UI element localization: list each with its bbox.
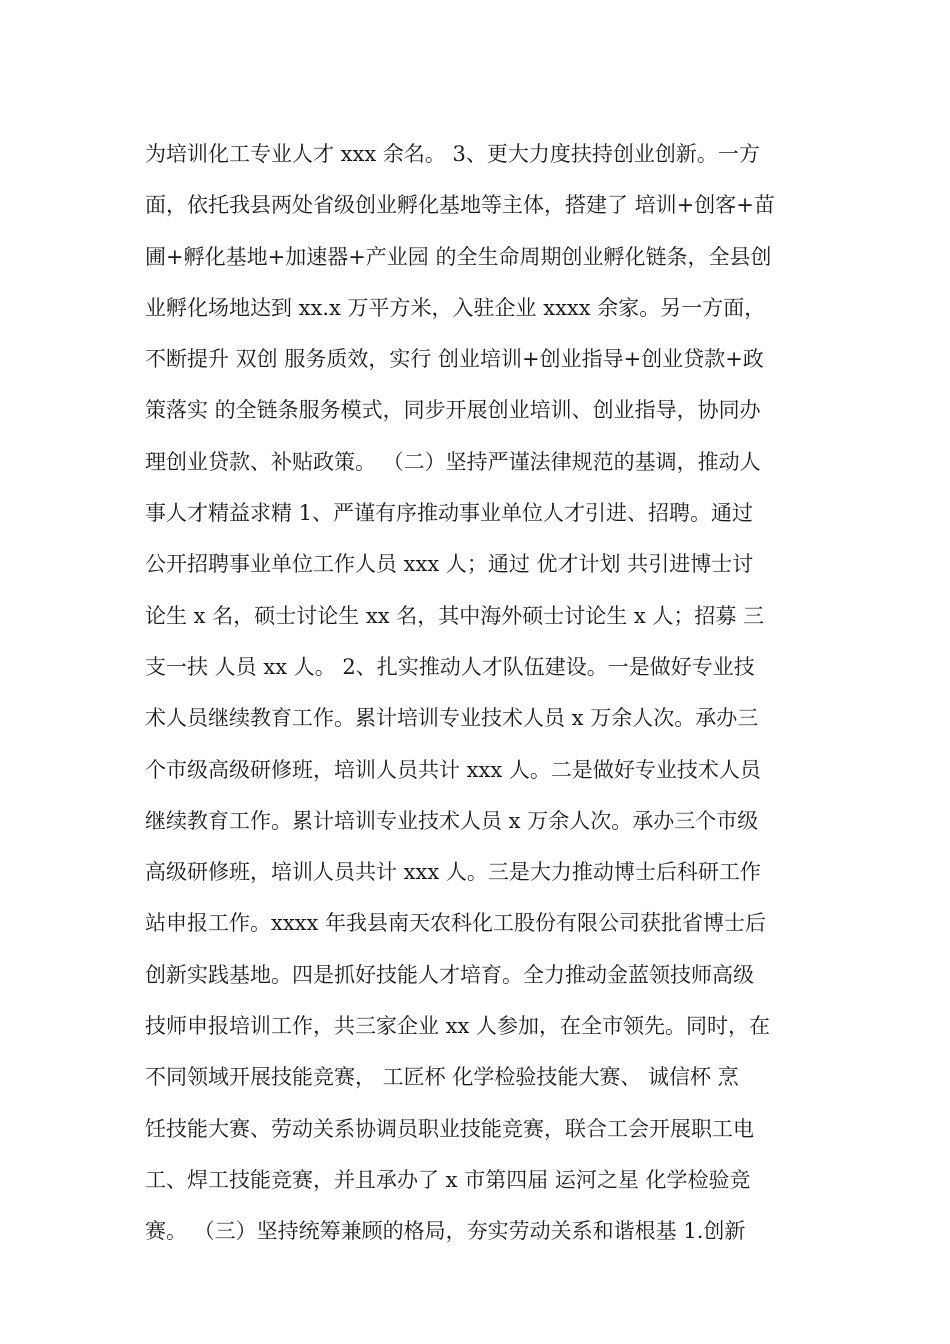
- body-text: [145, 129, 815, 1258]
- text-line: 论生 x 名，硕士讨论生 xx 名，其中海外硕士讨论生 x 人；招募 三: [145, 603, 765, 628]
- text-line: 创新实践基地。四是抓好技能人才培育。全力推动金蓝领技师高级: [145, 962, 754, 987]
- text-line: 个市级高级研修班，培训人员共计 xxx 人。二是做好专业技术人员: [145, 757, 761, 782]
- text-line: 公开招聘事业单位工作人员 xxx 人；通过 优才计划 共引进博士讨: [145, 552, 754, 577]
- text-line: 为培训化工专业人才 xxx 余名。 3、更大力度扶持创业创新。一方: [145, 142, 760, 166]
- text-line: 面，依托我县两处省级创业孵化基地等主体，搭建了 培训+创客+苗: [145, 193, 775, 218]
- text-line: 赛。 （三）坚持统筹兼顾的格局，夯实劳动关系和谐根基 1.创新: [145, 1219, 746, 1244]
- text-line: 饪技能大赛、劳动关系协调员职业技能竞赛，联合工会开展职工电: [145, 1116, 754, 1141]
- text-line: 理创业贷款、补贴政策。 （二）坚持严谨法律规范的基调，推动人: [145, 449, 761, 474]
- text-line: 不同领域开展技能竞赛， 工匠杯 化学检验技能大赛、 诚信杯 烹: [145, 1065, 739, 1090]
- text-line: 继续教育工作。累计培训专业技术人员 x 万余人次。承办三个市级: [145, 808, 759, 833]
- text-line: 业孵化场地达到 xx.x 万平方米，入驻企业 xxxx 余家。另一方面，: [145, 295, 766, 320]
- text-line: 术人员继续教育工作。累计培训专业技术人员 x 万余人次。承办三: [145, 706, 759, 731]
- text-line: 技师申报培训工作，共三家企业 xx 人参加，在全市领先。同时，在: [145, 1014, 771, 1039]
- text-line: 工、焊工技能竞赛，并且承办了 x 市第四届 运河之星 化学检验竞: [145, 1167, 751, 1192]
- text-line: 策落实 的全链条服务模式，同步开展创业培训、创业指导，协同办: [145, 398, 761, 423]
- text-line: 站申报工作。xxxx 年我县南天农科化工股份有限公司获批省博士后: [145, 911, 767, 936]
- text-line: 支一扶 人员 xx 人。 2、扎实推动人才队伍建设。一是做好专业技: [145, 654, 755, 679]
- text-line: 事人才精益求精 1、严谨有序推动事业单位人才引进、招聘。通过: [145, 501, 754, 526]
- text-line: 高级研修班，培训人员共计 xxx 人。三是大力推动博士后科研工作: [145, 860, 761, 885]
- text-line: 不断提升 双创 服务质效，实行 创业培训+创业指导+创业贷款+政: [145, 347, 764, 372]
- text-line: 圃+孵化基地+加速器+产业园 的全生命周期创业孵化链条，全县创: [145, 244, 772, 269]
